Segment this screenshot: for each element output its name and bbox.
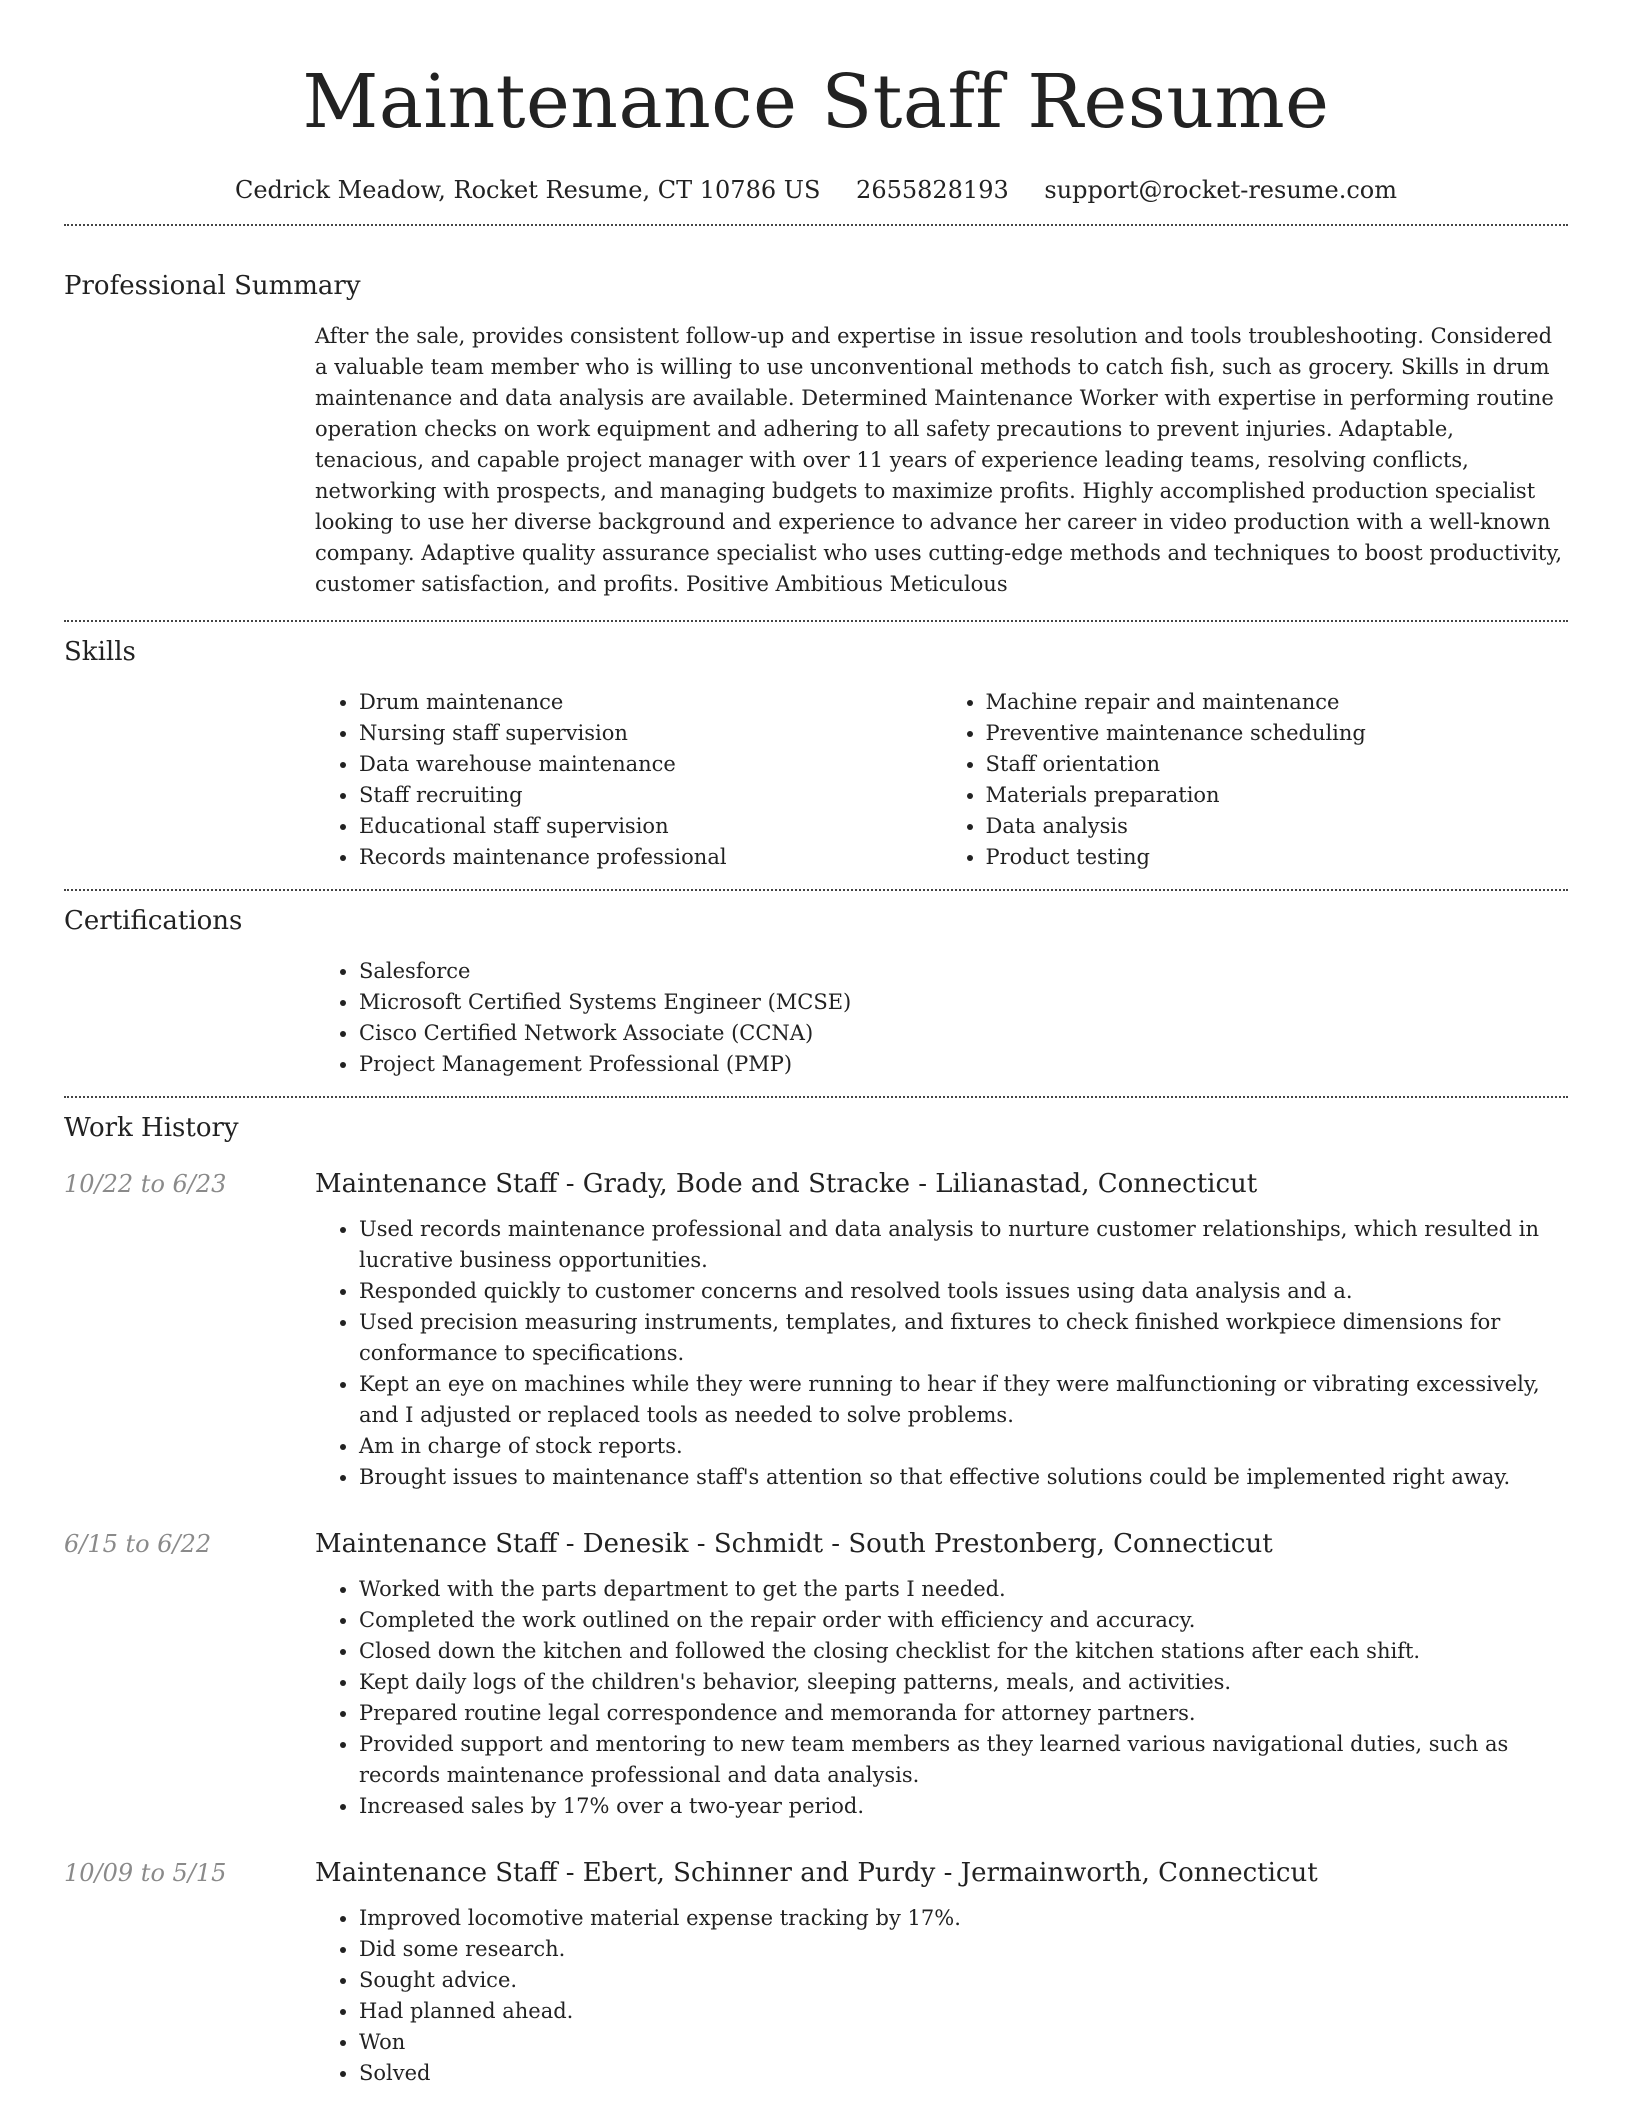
list-item: • Staff orientation [986,749,1569,780]
list-item: • Staff recruiting [359,780,942,811]
job-title: Maintenance Staff - Ebert, Schinner and Purdy - Jermainworth, Connecticut [315,1858,1318,1888]
list-item: • Kept daily logs of the children's behavior, sleeping patterns, meals, and activities. [359,1667,1568,1698]
job-bullets [315,1903,1568,2089]
list-item: • Increased sales by 17% over a two-year period. [359,1791,1568,1822]
job-dates: 6/15 to 6/22 [64,1530,212,1558]
certifications-section [64,903,1568,1080]
skills-heading: Skills [64,637,136,667]
summary-section [64,268,1568,600]
skills-list-left [315,687,942,873]
certifications-body [315,956,1568,1080]
list-item: • Sought advice. [359,1965,1568,1996]
contact-address: Cedrick Meadow, Rocket Resume, CT 10786 US [234,176,821,204]
job-title: Maintenance Staff - Grady, Bode and Stracke - Lilianastad, Connecticut [315,1169,1258,1199]
section-divider [64,1096,1568,1098]
list-item: • Closed down the kitchen and followed the closing checklist for the kitchen stations after each shift. [359,1636,1568,1667]
list-item: • Nursing staff supervision [359,718,942,749]
list-item: • Microsoft Certified Systems Engineer (MCSE) [359,987,1568,1018]
list-item: • Brought issues to maintenance staff's attention so that effective solutions could be implemented right away. [359,1462,1568,1493]
list-item: • Had planned ahead. [359,1996,1568,2027]
list-item: • Preventive maintenance scheduling [986,718,1569,749]
list-item: • Kept an eye on machines while they were running to hear if they were malfunctioning or vibrating excessively, and I adjusted or replaced tools as needed to solve problems. [359,1369,1568,1431]
section-divider [64,889,1568,891]
skills-grid [315,687,1568,873]
list-item: • Materials preparation [986,780,1569,811]
list-item: • Records maintenance professional [359,842,942,873]
list-item: • Did some research. [359,1934,1568,1965]
summary-text: After the sale, provides consistent follow-up and expertise in issue resolution and tools troubleshooting. Considered a valuable team member who is willing to use unconventional methods to catch fish, such as grocery. Skills in drum maintenance and data analysis are available. Determined Maintenance Worker with expertise in performing routine operation checks on work equipment and adhering to all safety precautions to prevent injuries. Adaptable, tenacious, and capable project manager with over 11 years of experience leading teams, resolving conflicts, networking with prospects, and managing budgets to maximize profits. Highly accomplished production specialist looking to use her diverse background and experience to advance her career in video production with a well-known company. Adaptive quality assurance specialist who uses cutting-edge methods and techniques to boost productivity, customer satisfaction, and profits. Positive Ambitious Meticulous [315,324,1563,596]
job-entry [64,1857,1568,2089]
work-history-heading: Work History [64,1113,239,1143]
page-title: Maintenance Staff Resume [302,59,1330,145]
list-item: • Am in charge of stock reports. [359,1431,1568,1462]
section-divider [64,620,1568,622]
job-entry [64,1168,1568,1493]
list-item: • Cisco Certified Network Associate (CCNA) [359,1018,1568,1049]
contact-email: support@rocket-resume.com [1044,176,1398,204]
list-item: • Provided support and mentoring to new team members as they learned various navigational duties, such as records maintenance professional and data analysis. [359,1729,1568,1791]
certifications-list [315,956,1568,1080]
list-item: • Used records maintenance professional and data analysis to nurture customer relationships, which resulted in lucrative business opportunities. [359,1214,1568,1276]
job-entry [64,1528,1568,1822]
list-item: • Prepared routine legal correspondence and memoranda for attorney partners. [359,1698,1568,1729]
summary-heading: Professional Summary [64,271,361,301]
list-item: • Data warehouse maintenance [359,749,942,780]
resume-page [64,0,1568,2089]
list-item: • Data analysis [986,811,1569,842]
job-dates: 10/09 to 5/15 [64,1859,227,1887]
work-history-section [64,1110,1568,2089]
section-divider [64,224,1568,226]
list-item: • Project Management Professional (PMP) [359,1049,1568,1080]
contact-line [64,170,1568,210]
list-item: • Won [359,2027,1568,2058]
job-title: Maintenance Staff - Denesik - Schmidt - South Prestonberg, Connecticut [315,1529,1273,1559]
list-item: • Educational staff supervision [359,811,942,842]
job-dates: 10/22 to 6/23 [64,1170,227,1198]
list-item: • Machine repair and maintenance [986,687,1569,718]
skills-section [64,634,1568,873]
list-item: • Solved [359,2058,1568,2089]
job-bullets [315,1574,1568,1822]
list-item: • Drum maintenance [359,687,942,718]
list-item: • Improved locomotive material expense tracking by 17%. [359,1903,1568,1934]
list-item: • Used precision measuring instruments, templates, and fixtures to check finished workpiece dimensions for conformance to specifications. [359,1307,1568,1369]
list-item: • Worked with the parts department to get the parts I needed. [359,1574,1568,1605]
job-bullets [315,1214,1568,1493]
list-item: • Responded quickly to customer concerns and resolved tools issues using data analysis and a. [359,1276,1568,1307]
list-item: • Product testing [986,842,1569,873]
skills-list-right [942,687,1569,873]
list-item: • Completed the work outlined on the repair order with efficiency and accuracy. [359,1605,1568,1636]
list-item: • Salesforce [359,956,1568,987]
certifications-heading: Certifications [64,906,243,936]
contact-phone: 2655828193 [856,176,1009,204]
